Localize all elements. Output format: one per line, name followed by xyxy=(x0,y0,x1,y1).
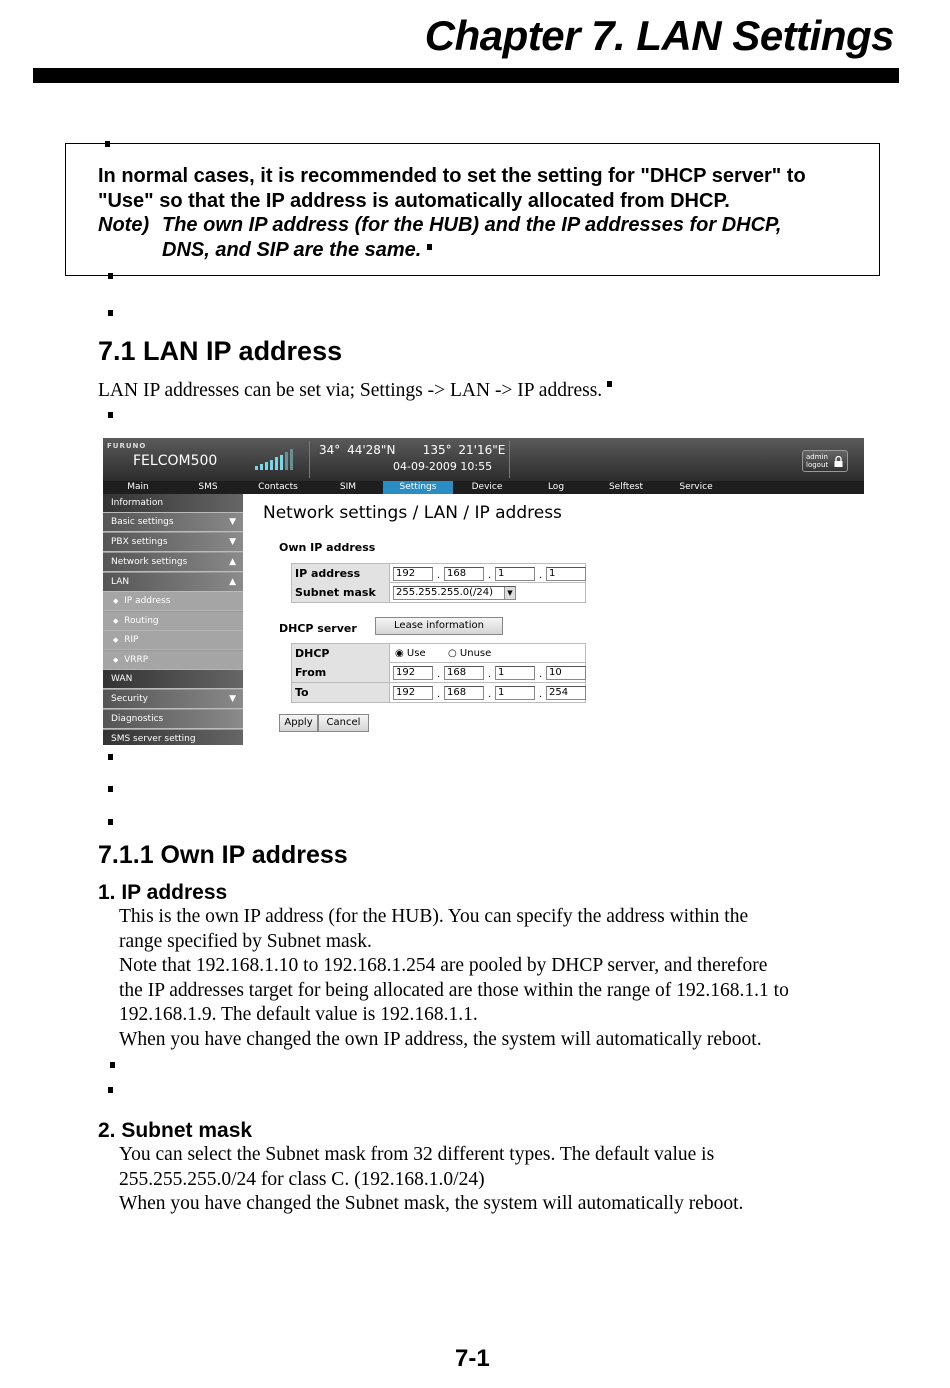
octet-separator: . xyxy=(488,669,492,680)
from-octet-3-input[interactable]: 1 xyxy=(495,666,535,680)
dhcp-row xyxy=(291,643,586,663)
sidebar-item-label: LAN xyxy=(111,577,130,587)
nav-contacts[interactable]: Contacts xyxy=(258,482,298,492)
octet-separator: . xyxy=(539,570,543,581)
section-heading: 7.1 LAN IP address xyxy=(98,336,343,366)
subnet-mask-value: 255.255.255.0(/24) xyxy=(396,587,494,598)
chevron-up-icon: ▲ xyxy=(229,577,236,587)
sidebar-item-label: Security xyxy=(111,694,148,704)
dhcp-unuse-label: Unuse xyxy=(459,648,492,659)
nav-service[interactable]: Service xyxy=(679,482,713,492)
position-readout xyxy=(319,443,505,457)
app-header xyxy=(103,438,864,481)
item-body xyxy=(119,1143,919,1217)
to-octet-3-input[interactable]: 1 xyxy=(495,686,535,700)
sidebar-item-ip-address[interactable] xyxy=(103,592,243,611)
logout-label: logout xyxy=(806,461,829,469)
octet-separator: . xyxy=(488,689,492,700)
from-octet-1-input[interactable]: 192 xyxy=(393,666,433,680)
chevron-down-icon: ▼ xyxy=(229,694,236,704)
sidebar-item-lan[interactable] xyxy=(103,573,243,592)
marker-bullet xyxy=(108,1087,113,1093)
brand-logo: FURUNO xyxy=(107,442,147,450)
item-heading: 2. Subnet mask xyxy=(98,1119,253,1142)
subnet-mask-row xyxy=(291,583,586,603)
marker-bullet xyxy=(108,819,113,825)
sidebar-item-information[interactable] xyxy=(103,494,243,513)
sidebar-item-label: Diagnostics xyxy=(111,714,164,724)
sidebar-item-label: Information xyxy=(111,498,164,508)
body-line: range specified by Subnet mask. xyxy=(119,930,372,952)
sidebar-item-vrrp[interactable] xyxy=(103,651,243,670)
sidebar-item-label: RIP xyxy=(124,635,139,645)
diamond-bullet-icon: ◆ xyxy=(113,617,119,625)
body-line: You can select the Subnet mask from 32 different types. The default value is xyxy=(119,1144,715,1165)
radio-unchecked-icon: ○ xyxy=(448,648,457,659)
dhcp-label: DHCP xyxy=(292,644,390,663)
marker-bullet xyxy=(110,1062,115,1068)
header-divider xyxy=(509,441,510,478)
notice-note xyxy=(98,213,878,262)
dhcp-server-heading: DHCP server xyxy=(279,622,357,635)
longitude: 135° 21'16"E xyxy=(422,443,506,457)
body-line: When you have changed the own IP address, the system will automatically reboot. xyxy=(119,1028,762,1050)
ui-screenshot xyxy=(103,438,864,745)
nav-settings[interactable]: Settings xyxy=(383,481,453,494)
notice-line: In normal cases, it is recommended to set the setting for "DHCP server" to xyxy=(98,165,806,187)
to-octet-2-input[interactable]: 168 xyxy=(444,686,484,700)
octet-separator: . xyxy=(437,689,441,700)
sidebar-item-label: WAN xyxy=(111,674,133,684)
sidebar-item-label: PBX settings xyxy=(111,537,168,547)
ip-octet-1-input[interactable]: 192 xyxy=(393,567,433,581)
own-ip-heading: Own IP address xyxy=(279,541,376,554)
ip-octet-4-input[interactable]: 1 xyxy=(546,567,586,581)
to-octet-1-input[interactable]: 192 xyxy=(393,686,433,700)
admin-label: admin xyxy=(806,453,828,461)
marker-bullet xyxy=(108,412,113,418)
nav-sms[interactable]: SMS xyxy=(198,482,218,492)
body-line: This is the own IP address (for the HUB). You can specify the address within the xyxy=(119,906,749,927)
from-octet-2-input[interactable]: 168 xyxy=(444,666,484,680)
octet-separator: . xyxy=(488,570,492,581)
nav-log[interactable]: Log xyxy=(547,482,565,492)
diamond-bullet-icon: ◆ xyxy=(113,656,119,664)
to-octet-4-input[interactable]: 254 xyxy=(546,686,586,700)
from-label: From xyxy=(292,663,390,682)
header-divider xyxy=(309,441,310,478)
subnet-mask-label: Subnet mask xyxy=(292,583,390,602)
chevron-down-icon: ▼ xyxy=(504,587,515,599)
apply-button[interactable]: Apply xyxy=(279,714,318,732)
note-line: DNS, and SIP are the same. xyxy=(162,238,422,261)
logout-button[interactable] xyxy=(802,450,848,472)
ip-address-row xyxy=(291,563,586,583)
sidebar-item-label: SMS server setting xyxy=(111,734,196,744)
sidebar-item-label: Network settings xyxy=(111,557,188,567)
sidebar-item-basic-settings[interactable] xyxy=(103,513,243,532)
content-pane xyxy=(243,494,864,745)
body-line: When you have changed the Subnet mask, the system will automatically reboot. xyxy=(119,1193,744,1214)
body-line: 255.255.255.0/24 for class C. (192.168.1.0/24) xyxy=(119,1168,485,1190)
sidebar-item-rip[interactable] xyxy=(103,631,243,650)
diamond-bullet-icon: ◆ xyxy=(113,597,119,605)
marker-bullet xyxy=(108,786,113,792)
chevron-down-icon: ▼ xyxy=(229,537,236,547)
marker-bullet xyxy=(108,310,113,316)
sidebar-item-sms-server-setting[interactable] xyxy=(103,730,243,745)
brand-name: FELCOM500 xyxy=(133,453,218,469)
nav-device[interactable]: Device xyxy=(471,482,503,492)
to-row xyxy=(291,683,586,703)
body-line: 192.168.1.9. The default value is 192.168.1.1. xyxy=(119,1004,478,1025)
chapter-title: Chapter 7. LAN Settings xyxy=(424,12,894,59)
dhcp-use-radio[interactable] xyxy=(395,648,426,659)
signal-strength-icon xyxy=(255,448,297,470)
latitude: 34° 44'28"N xyxy=(319,443,396,457)
item-body xyxy=(119,905,919,1052)
sidebar xyxy=(103,494,243,745)
note-line: The own IP address (for the HUB) and the IP addresses for DHCP, xyxy=(162,214,782,236)
diamond-bullet-icon: ◆ xyxy=(113,636,119,644)
sidebar-item-label: Routing xyxy=(124,616,159,626)
marker-bullet xyxy=(108,754,113,760)
sidebar-item-wan[interactable] xyxy=(103,670,243,689)
cancel-button[interactable]: Cancel xyxy=(318,714,369,732)
title-rule xyxy=(33,68,899,83)
subnet-mask-select[interactable] xyxy=(393,586,516,600)
notice-text xyxy=(98,164,868,213)
sidebar-item-security[interactable] xyxy=(103,690,243,709)
note-label: Note) xyxy=(98,214,150,236)
sidebar-item-label: VRRP xyxy=(124,655,149,665)
radio-checked-icon: ◉ xyxy=(395,648,404,659)
main-nav xyxy=(103,481,864,494)
intro-text: LAN IP addresses can be set via; Settings -> LAN -> IP address. xyxy=(98,380,603,401)
marker-bullet xyxy=(427,244,432,250)
datetime: 04-09-2009 10:55 xyxy=(393,460,493,473)
octet-separator: . xyxy=(437,570,441,581)
sidebar-item-network-settings[interactable] xyxy=(103,553,243,572)
ip-octet-3-input[interactable]: 1 xyxy=(495,567,535,581)
item-heading: 1. IP address xyxy=(98,881,228,904)
sidebar-item-routing[interactable] xyxy=(103,612,243,631)
to-label: To xyxy=(292,683,390,702)
ip-address-label: IP address xyxy=(292,564,390,583)
octet-separator: . xyxy=(539,669,543,680)
section-intro xyxy=(98,379,612,404)
sidebar-item-label: IP address xyxy=(124,596,171,606)
dhcp-use-label: Use xyxy=(406,648,426,659)
lock-icon xyxy=(834,456,843,467)
octet-separator: . xyxy=(539,689,543,700)
marker-bullet xyxy=(607,381,612,387)
nav-sim[interactable]: SIM xyxy=(339,482,357,492)
sidebar-item-pbx-settings[interactable] xyxy=(103,533,243,552)
lease-information-button[interactable]: Lease information xyxy=(375,617,503,635)
page-title: Network settings / LAN / IP address xyxy=(263,503,562,523)
body-line: Note that 192.168.1.10 to 192.168.1.254 are pooled by DHCP server, and therefore xyxy=(119,955,768,976)
chevron-up-icon: ▲ xyxy=(229,557,236,567)
sidebar-item-label: Basic settings xyxy=(111,517,174,527)
body-line: the IP addresses target for being allocated are those within the range of 192.168.1.1 to xyxy=(119,979,789,1001)
dhcp-unuse-radio[interactable] xyxy=(448,648,491,659)
page-number: 7-1 xyxy=(455,1345,490,1372)
nav-main[interactable]: Main xyxy=(127,482,149,492)
octet-separator: . xyxy=(437,669,441,680)
nav-selftest[interactable]: Selftest xyxy=(608,482,644,492)
sidebar-item-diagnostics[interactable] xyxy=(103,710,243,729)
chevron-down-icon: ▼ xyxy=(229,517,236,527)
from-row xyxy=(291,663,586,683)
notice-line: "Use" so that the IP address is automatically allocated from DHCP. xyxy=(98,189,730,212)
subsection-heading: 7.1.1 Own IP address xyxy=(98,841,348,869)
ip-octet-2-input[interactable]: 168 xyxy=(444,567,484,581)
from-octet-4-input[interactable]: 10 xyxy=(546,666,586,680)
